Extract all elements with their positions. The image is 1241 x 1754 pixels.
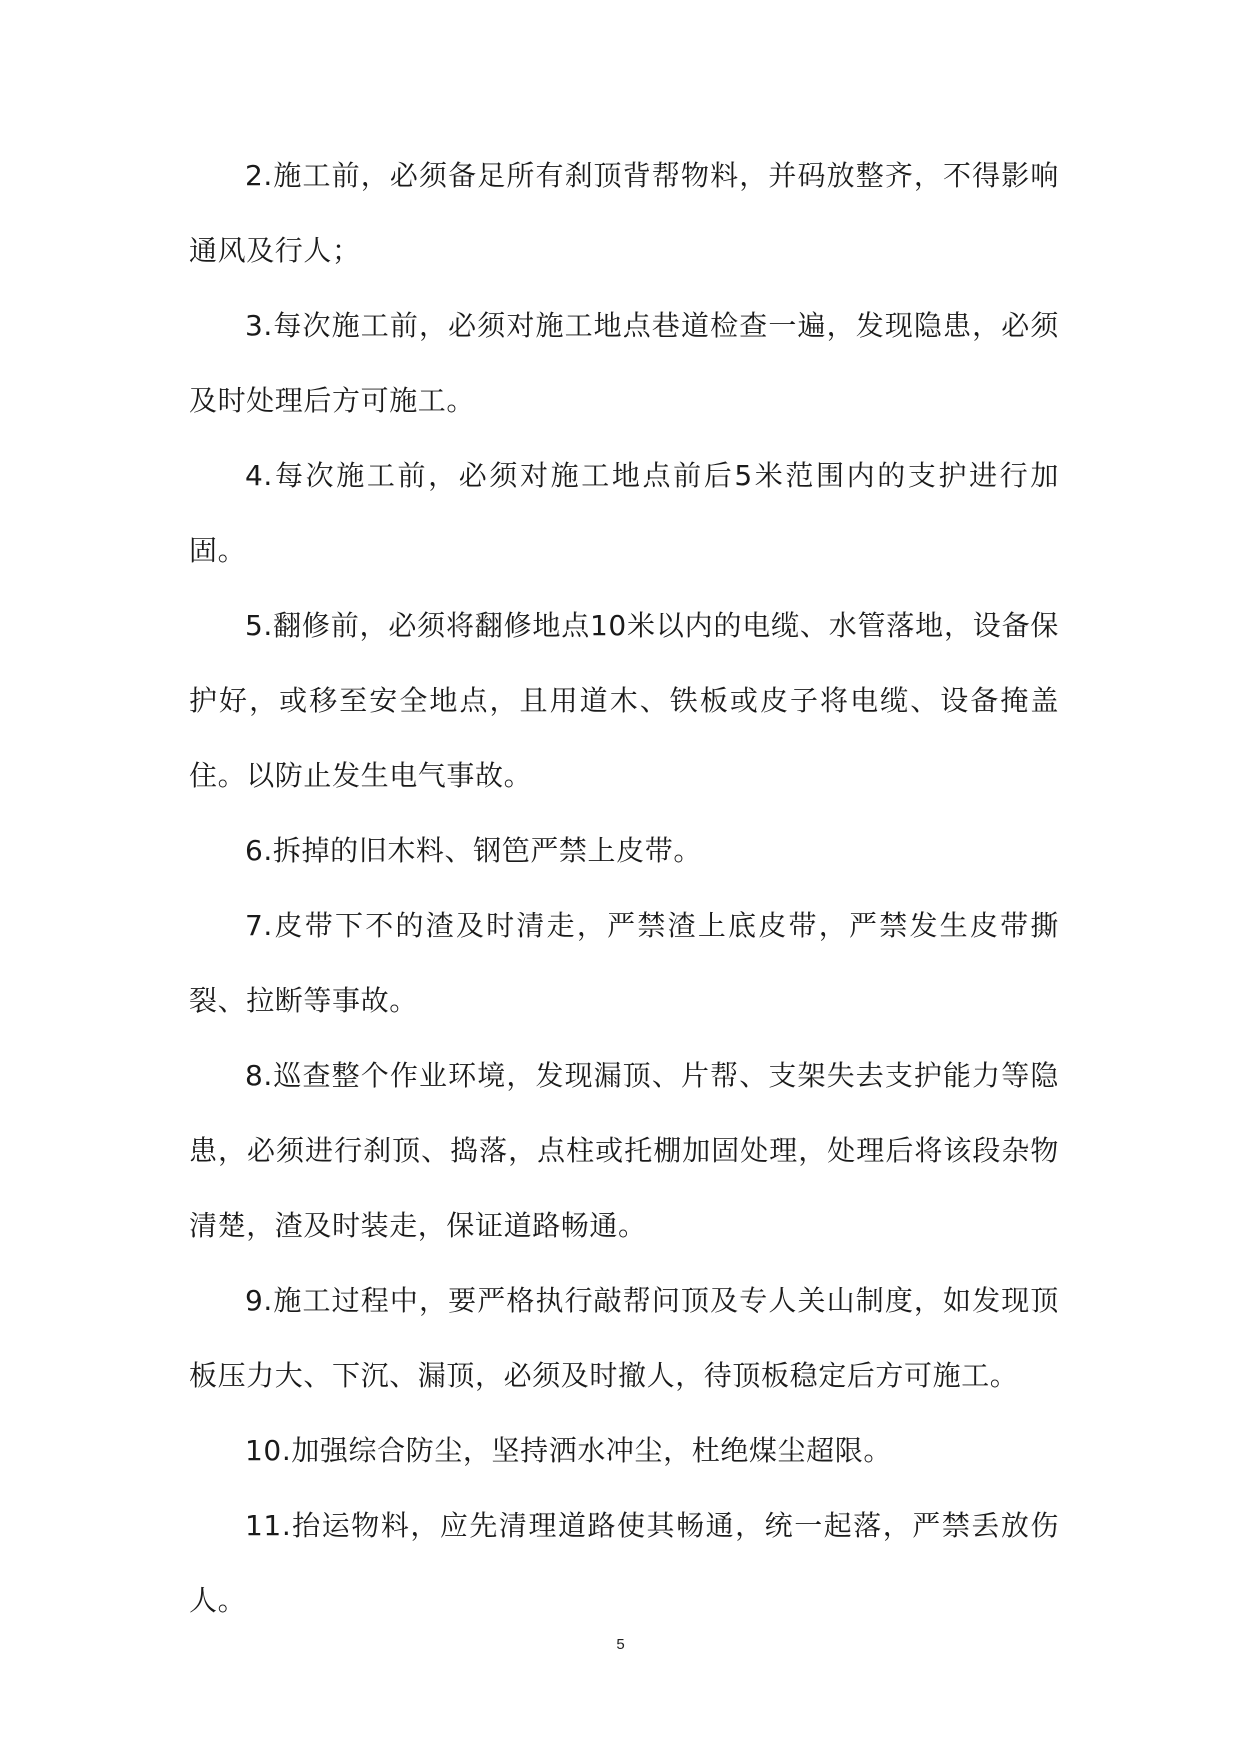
document-body	[189, 138, 1059, 1638]
paragraph-item-5: 5.翻修前，必须将翻修地点10米以内的电缆、水管落地，设备保护好，或移至安全地点，且用道木、铁板或皮子将电缆、设备掩盖住。以防止发生电气事故。	[189, 609, 1059, 792]
paragraph-item-3: 3.每次施工前，必须对施工地点巷道检查一遍，发现隐患，必须及时处理后方可施工。	[189, 309, 1059, 417]
paragraph-item-2: 2.施工前，必须备足所有刹顶背帮物料，并码放整齐，不得影响通风及行人；	[189, 159, 1059, 267]
paragraph-item-7: 7.皮带下不的渣及时清走，严禁渣上底皮带，严禁发生皮带撕裂、拉断等事故。	[189, 909, 1059, 1017]
paragraph-item-8: 8.巡查整个作业环境，发现漏顶、片帮、支架失去支护能力等隐患，必须进行刹顶、捣落，点柱或托棚加固处理，处理后将该段杂物清楚，渣及时装走，保证道路畅通。	[189, 1059, 1059, 1242]
paragraph-item-6: 6.拆掉的旧木料、钢笆严禁上皮带。	[245, 834, 702, 867]
page-number: 5	[616, 1636, 625, 1653]
paragraph-item-9: 9.施工过程中，要严格执行敲帮问顶及专人关山制度，如发现顶板压力大、下沉、漏顶，必须及时撤人，待顶板稳定后方可施工。	[189, 1284, 1059, 1392]
paragraph-item-4: 4.每次施工前，必须对施工地点前后5米范围内的支护进行加固。	[189, 459, 1059, 567]
paragraph-item-11: 11.抬运物料，应先清理道路使其畅通，统一起落，严禁丢放伤人。	[189, 1509, 1059, 1617]
paragraph-item-10: 10.加强综合防尘，坚持洒水冲尘，杜绝煤尘超限。	[245, 1434, 892, 1467]
